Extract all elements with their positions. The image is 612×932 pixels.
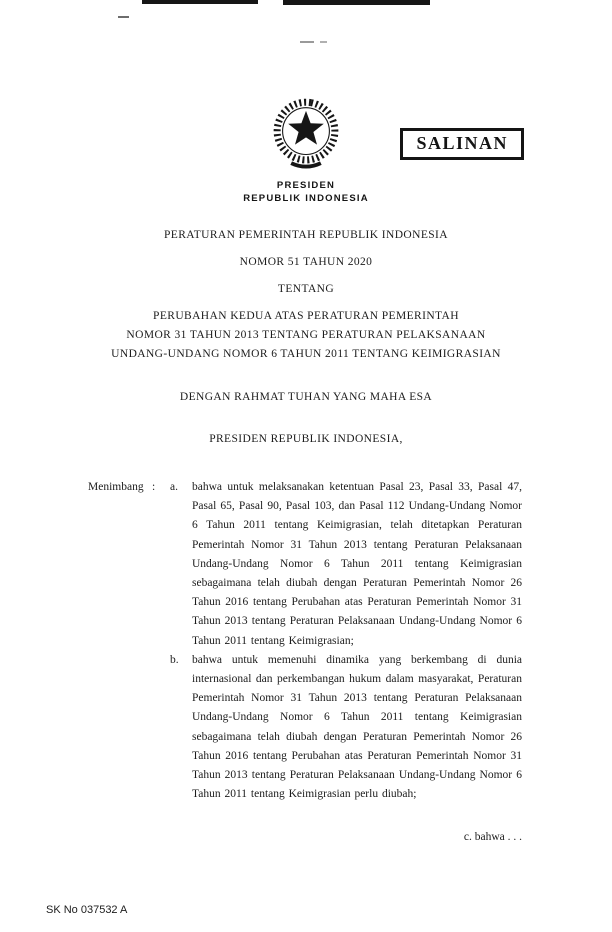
presidential-emblem xyxy=(267,0,345,178)
salinan-stamp-label: SALINAN xyxy=(416,133,508,153)
item-text-b: bahwa untuk memenuhi dinamika yang berkembang di dunia internasional dan perkembangan hukum dalam masyarakat, Peraturan Pemerintah Nomor 31 Tahun 2013 tentang Peraturan Pelaksanaan Undang-Undang Nomor 6 Tahun 2011 tentang Keimigrasian sebagaimana telah diubah dengan Peraturan Pemerintah Nomor 26 Tahun 2016 tentang Perubahan atas Peraturan Pemerintah Nomor 31 Tahun 2013 tentang Peraturan Pelaksanaan Undang-Undang Nomor 6 Tahun 2011 tentang Keimigrasian perlu diubah; xyxy=(192,653,522,801)
scan-artifact xyxy=(118,16,129,18)
considerations-section xyxy=(88,478,522,804)
authority-line: PRESIDEN REPUBLIK INDONESIA, xyxy=(209,433,403,445)
title-line-number: NOMOR 51 TAHUN 2020 xyxy=(239,256,373,268)
consideration-item-a xyxy=(88,478,522,651)
salinan-stamp xyxy=(400,128,524,160)
title-line-subject-1: PERUBAHAN KEDUA ATAS PERATURAN PEMERINTAH xyxy=(153,310,459,322)
title-line-subject-3: UNDANG-UNDANG NOMOR 6 TAHUN 2011 TENTANG KEIMIGRASIAN xyxy=(111,348,501,360)
title-line-subject-2: NOMOR 31 TAHUN 2013 TENTANG PERATURAN PELAKSANAAN xyxy=(126,329,486,341)
item-text-a: bahwa untuk melaksanakan ketentuan Pasal 23, Pasal 33, Pasal 47, Pasal 65, Pasal 90, Pasal 103, dan Pasal 112 Undang-Undang Nomor 6 Tahun 2011 tentang Keimigrasian, telah ditetapkan Peraturan Pemerintah Nomor 31 Tahun 2013 tentang Peraturan Pelaksanaan Undang-Undang Nomor 6 Tahun 2011 tentang Keimigrasian sebagaimana telah diubah dengan Peraturan Pemerintah Nomor 26 Tahun 2016 tentang Perubahan atas Peraturan Pemerintah Nomor 31 Tahun 2013 tentang Peraturan Pelaksanaan Undang-Undang Nomor 6 Tahun 2011 tentang Keimigrasian; xyxy=(192,481,522,647)
invocation-line: DENGAN RAHMAT TUHAN YANG MAHA ESA xyxy=(179,391,433,403)
footer-document-code: SK No 037532 A xyxy=(46,904,128,916)
scan-artifact xyxy=(142,0,258,4)
letterhead xyxy=(0,180,612,204)
regulation-title xyxy=(0,229,612,360)
considerations-separator: : xyxy=(152,481,156,493)
scan-artifact xyxy=(283,0,430,5)
presidential-seal-icon xyxy=(267,92,345,178)
consideration-item-b xyxy=(88,651,522,805)
title-line-tentang: TENTANG xyxy=(277,283,335,295)
scan-artifact xyxy=(320,41,327,43)
item-marker-a: a. xyxy=(170,481,178,493)
item-marker-b: b. xyxy=(170,653,179,666)
scan-artifact xyxy=(300,41,314,43)
considerations-label: Menimbang xyxy=(88,481,144,493)
continuation-catchword: c. bahwa . . . xyxy=(463,831,522,844)
title-line-regulation: PERATURAN PEMERINTAH REPUBLIK INDONESIA xyxy=(164,229,448,241)
letterhead-presiden: PRESIDEN xyxy=(276,180,336,191)
letterhead-republik-indonesia: REPUBLIK INDONESIA xyxy=(243,193,369,204)
